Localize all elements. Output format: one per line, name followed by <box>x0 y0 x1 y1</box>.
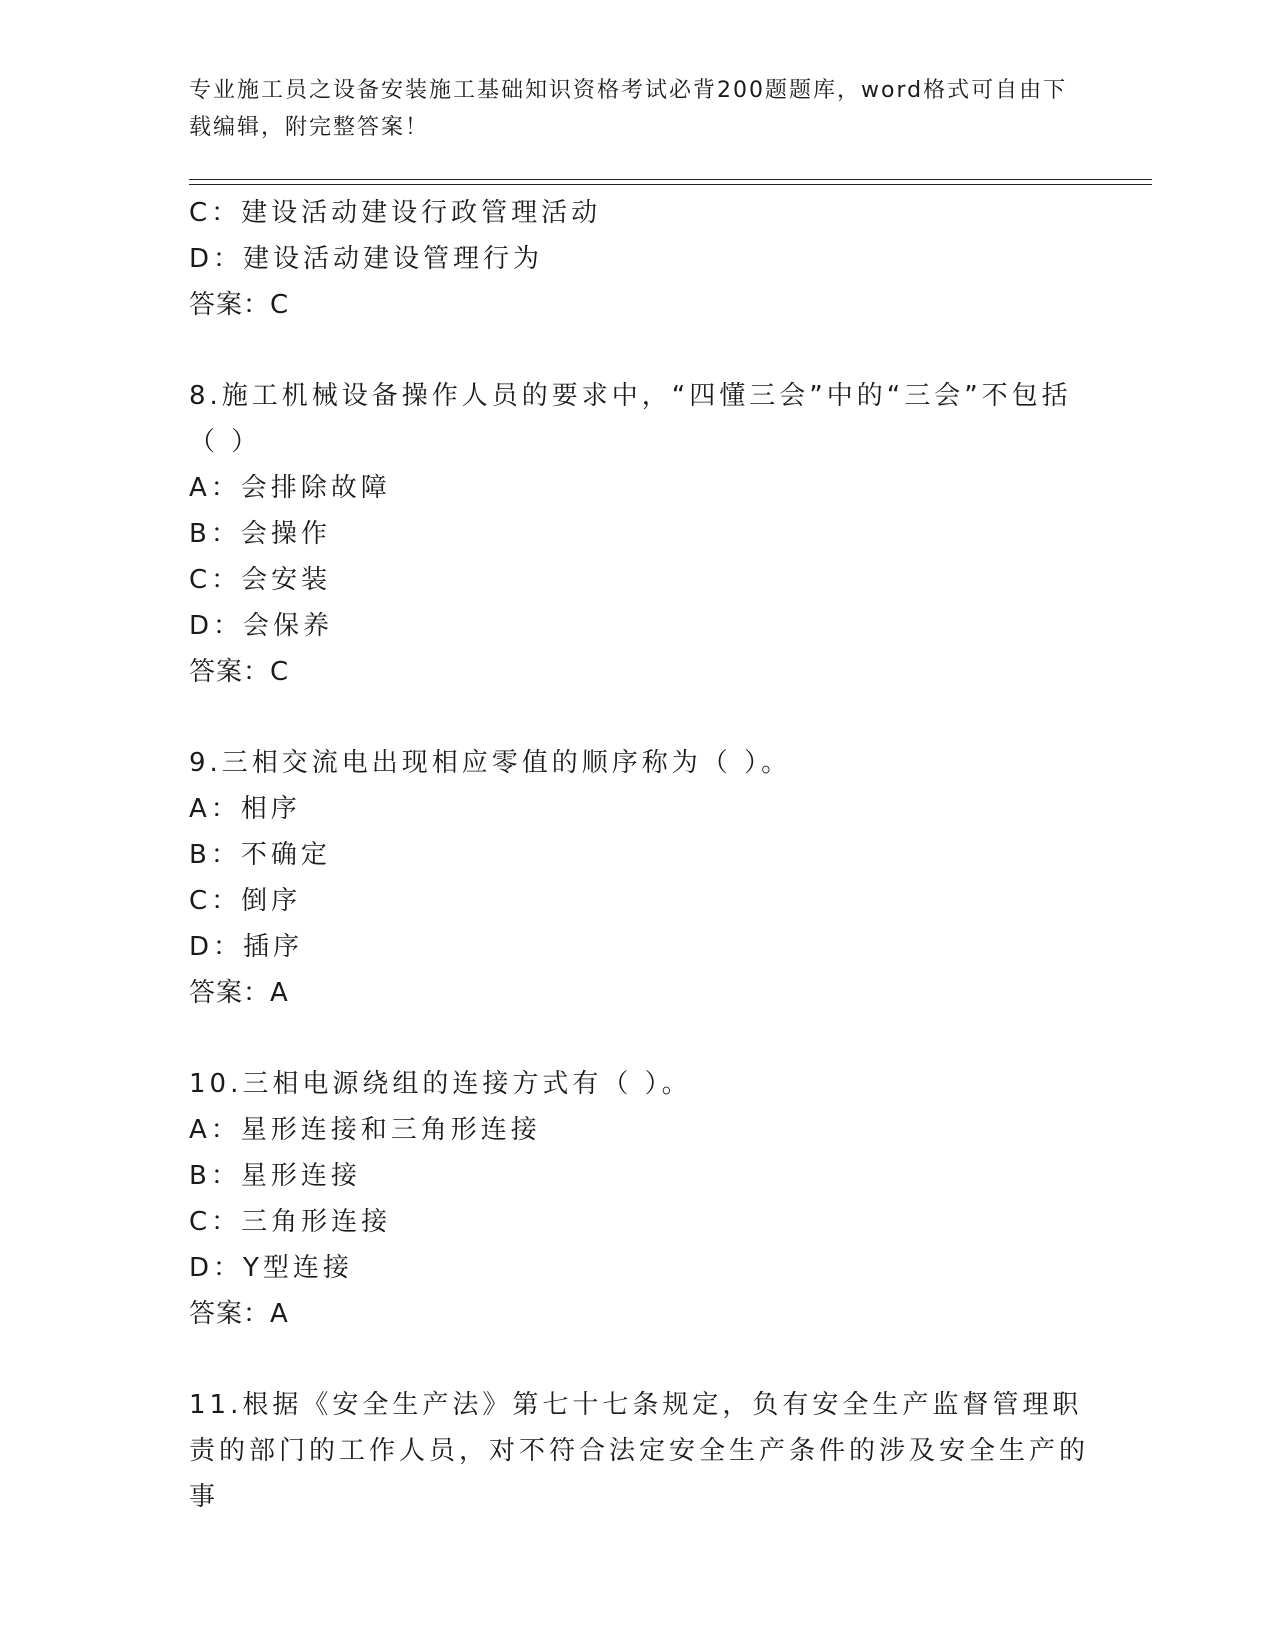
option-d: D：会保养 <box>189 611 334 641</box>
option-a: A：会排除故障 <box>189 473 391 503</box>
option-b: B：会操作 <box>189 519 331 549</box>
option-d: D：Y型连接 <box>189 1253 353 1283</box>
option-a: A：相序 <box>189 794 301 824</box>
question-list <box>189 190 1089 1520</box>
option-c: C：会安装 <box>189 565 332 595</box>
question-8 <box>189 373 1089 695</box>
question-stem: 11.根据《安全生产法》第七十七条规定，负有安全生产监督管理职责的部门的工作人员，对不符合法定安全生产条件的涉及安全生产的事 <box>189 1390 1090 1512</box>
option-c: C：建设活动建设行政管理活动 <box>189 198 602 228</box>
option-c: C：三角形连接 <box>189 1207 392 1237</box>
question-10 <box>189 1061 1089 1337</box>
option-a: A：星形连接和三角形连接 <box>189 1115 541 1145</box>
option-b: B：不确定 <box>189 840 331 870</box>
question-stem: 10.三相电源绕组的连接方式有（ ）。 <box>189 1069 692 1099</box>
question-stem: 8.施工机械设备操作人员的要求中，“四懂三会”中的“三会”不包括（ ） <box>189 381 1072 457</box>
document-header: 专业施工员之设备安装施工基础知识资格考试必背200题题库，word格式可自由下载编辑，附完整答案！ <box>189 78 1068 140</box>
option-d: D：建设活动建设管理行为 <box>189 244 544 274</box>
answer: 答案：A <box>189 978 289 1008</box>
answer: 答案：C <box>189 657 290 687</box>
option-c: C：倒序 <box>189 886 302 916</box>
option-b: B：星形连接 <box>189 1161 361 1191</box>
question-7 <box>189 190 1089 328</box>
answer: 答案：A <box>189 1299 289 1329</box>
answer: 答案：C <box>189 290 290 320</box>
question-stem: 9.三相交流电出现相应零值的顺序称为（ ）。 <box>189 748 792 778</box>
option-d: D：插序 <box>189 932 304 962</box>
question-11 <box>189 1382 1089 1520</box>
question-9 <box>189 740 1089 1016</box>
header-rule-top <box>189 179 1152 180</box>
header-rule-bottom <box>189 184 1152 185</box>
